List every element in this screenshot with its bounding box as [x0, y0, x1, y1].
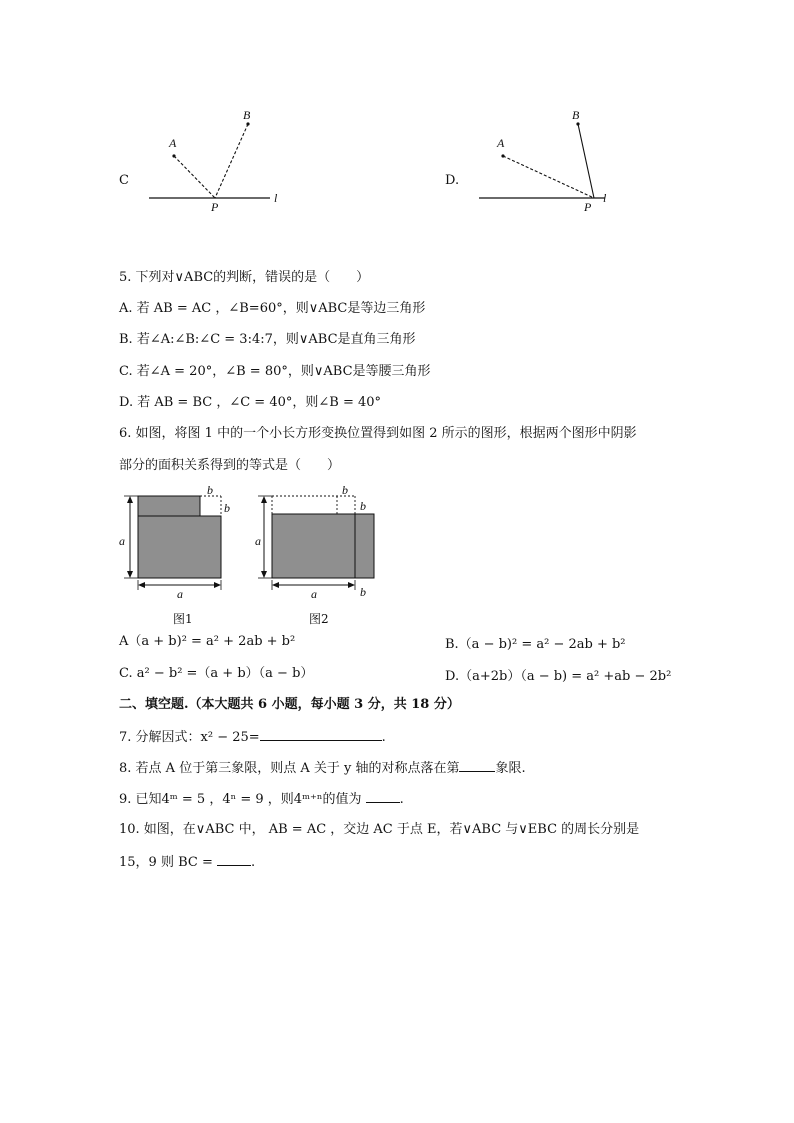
answer-blank[interactable] [459, 759, 495, 772]
figure-1-diagram [118, 484, 238, 604]
fig1-label-a-bottom: a [177, 587, 183, 601]
point-p-label: P [211, 200, 219, 214]
question-5-option-b: B. 若∠A:∠B:∠C = 3:4:7，则∨ABC是直角三角形 [119, 332, 416, 347]
question-6-option-a: A（a + b)² = a² + 2ab + b² [119, 634, 296, 649]
question-5-option-d: D. 若 AB = BC ，∠C = 40°，则∠B = 40° [119, 395, 382, 410]
question-10-line2 [119, 853, 255, 872]
question-5-option-c: C. 若∠A = 20°，∠B = 80°，则∨ABC是等腰三角形 [119, 364, 431, 379]
question-10-end: . [251, 855, 256, 870]
question-6-option-b: B.（a − b)² = a² − 2ab + b² [445, 637, 626, 652]
fig1-label-a-left: a [119, 534, 125, 548]
answer-blank[interactable] [366, 790, 400, 803]
fig1-label-b-top: b [207, 483, 213, 497]
question-7-end: . [381, 730, 386, 745]
option-d-label: D. [445, 173, 460, 188]
fig2-label-a-bottom: a [311, 587, 317, 601]
fig2-label-b-right: b [360, 499, 366, 513]
line-l-label: l [603, 191, 607, 205]
point-a-label: A [169, 136, 177, 150]
point-p-label: P [584, 200, 592, 214]
question-6-stem-line2: 部分的面积关系得到的等式是（ ） [119, 458, 341, 473]
question-6-stem-line1: 6. 如图，将图 1 中的一个小长方形变换位置得到如图 2 所示的图形，根据两个图形中阴影 [119, 426, 637, 441]
question-9-text: 9. 已知4ᵐ = 5 ，4ⁿ = 9 ，则4ᵐ⁺ⁿ的值为 [119, 792, 362, 807]
point-a-label: A [497, 136, 505, 150]
point-b-label: B [243, 108, 251, 122]
question-6-option-c: C. a² − b² =（a + b）（a − b） [119, 666, 314, 681]
figure-1-caption: 图1 [173, 612, 193, 626]
question-8-end: 象限. [495, 761, 526, 776]
question-10-line1: 10. 如图，在∨ABC 中， AB = AC ，交边 AC 于点 E，若∨ABC 与∨EBC 的周长分别是 [119, 822, 640, 837]
question-9-end: . [399, 792, 404, 807]
figure-2-caption: 图2 [309, 612, 329, 626]
answer-blank[interactable] [217, 853, 251, 866]
question-10-text: 15，9 则 BC = [119, 855, 213, 870]
question-6-option-d: D.（a+2b）（a − b) = a² +ab − 2b² [445, 669, 672, 684]
question-7-text: 7. 分解因式：x² − 25= [119, 730, 260, 745]
point-b-label: B [572, 108, 580, 122]
fig1-label-b-right: b [224, 501, 230, 515]
question-8-text: 8. 若点 A 位于第三象限，则点 A 关于 y 轴的对称点落在第 [119, 761, 460, 776]
fig2-label-b-bottom: b [360, 585, 366, 599]
option-c-label: C [119, 173, 129, 188]
fig2-label-a-left: a [255, 534, 261, 548]
question-7 [119, 728, 386, 747]
question-9 [119, 790, 404, 809]
question-5-option-a: A. 若 AB = AC ，∠B=60°，则∨ABC是等边三角形 [119, 301, 426, 316]
line-l-label: l [274, 191, 278, 205]
question-5-stem: 5. 下列对∨ABC的判断，错误的是（ ） [119, 270, 370, 285]
question-8 [119, 759, 526, 778]
answer-blank[interactable] [260, 728, 382, 741]
fig2-label-b-top: b [342, 483, 348, 497]
section-2-heading: 二、填空题.（本大题共 6 小题，每小题 3 分，共 18 分） [119, 697, 460, 712]
